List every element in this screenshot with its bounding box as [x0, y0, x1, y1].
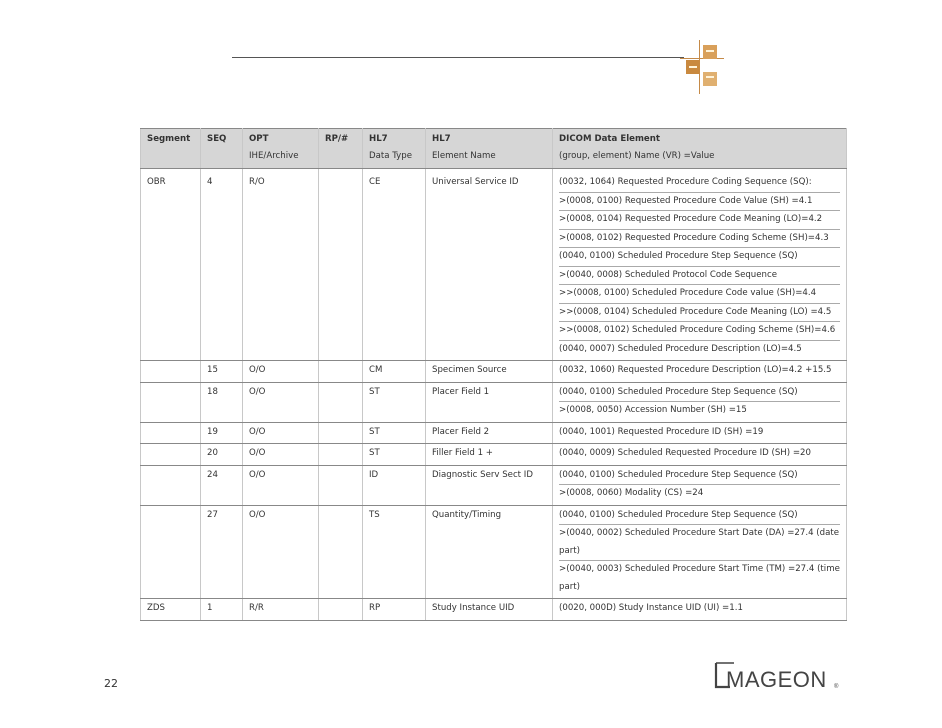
cell-rp [319, 361, 363, 383]
table-row [141, 382, 847, 422]
dicom-element-line: >(0008, 0100) Requested Procedure Code Value (SH) =4.1 [559, 193, 840, 212]
emageon-logo [712, 657, 842, 693]
cell-rp [319, 422, 363, 444]
cell-dicom [553, 599, 847, 621]
column-header-sub: (group, element) Name (VR) =Value [559, 151, 715, 161]
cell-type: TS [363, 505, 426, 599]
cell-type: CM [363, 361, 426, 383]
cell-type: ST [363, 382, 426, 422]
column-header [243, 129, 319, 169]
cell-rp [319, 505, 363, 599]
table-row [141, 505, 847, 599]
decor-line [680, 58, 724, 59]
decor-tile [703, 45, 717, 59]
cell-opt: O/O [243, 361, 319, 383]
table-row [141, 422, 847, 444]
cell-opt: R/O [243, 173, 319, 361]
dicom-element-line: (0032, 1064) Requested Procedure Coding Sequence (SQ): [559, 174, 840, 193]
cell-rp [319, 173, 363, 361]
cell-seq: 20 [201, 444, 243, 466]
dicom-element-line: >(0040, 0003) Scheduled Procedure Start Time (TM) =27.4 (time part) [559, 564, 840, 592]
cell-type: CE [363, 173, 426, 361]
table-row [141, 361, 847, 383]
table-row [141, 444, 847, 466]
dicom-element-line: (0040, 0007) Scheduled Procedure Description (LO)=4.5 [559, 343, 802, 354]
dicom-element-line: (0040, 0100) Scheduled Procedure Step Sequence (SQ) [559, 384, 840, 403]
cell-segment [141, 505, 201, 599]
cell-seq: 4 [201, 173, 243, 361]
cell-name: Placer Field 1 [426, 382, 553, 422]
cell-rp [319, 444, 363, 466]
cell-rp [319, 382, 363, 422]
cell-dicom [553, 465, 847, 505]
cell-seq: 27 [201, 505, 243, 599]
column-header [319, 129, 363, 169]
cell-rp [319, 599, 363, 621]
cell-name: Filler Field 1 + [426, 444, 553, 466]
cell-seq: 18 [201, 382, 243, 422]
cell-segment: OBR [141, 173, 201, 361]
cell-dicom [553, 505, 847, 599]
column-header [201, 129, 243, 169]
column-header-label: HL7 [369, 134, 388, 144]
column-header-sub: Data Type [369, 151, 412, 161]
cell-opt: R/R [243, 599, 319, 621]
column-header-label: RP/# [325, 134, 349, 144]
dicom-element-line: >(0008, 0104) Requested Procedure Code Meaning (LO)=4.2 [559, 211, 840, 230]
cell-name: Diagnostic Serv Sect ID [426, 465, 553, 505]
column-header-sub: Element Name [432, 151, 496, 161]
cell-segment: ZDS [141, 599, 201, 621]
cell-type: RP [363, 599, 426, 621]
cell-type: ST [363, 444, 426, 466]
cell-name: Universal Service ID [426, 173, 553, 361]
column-header-sub [207, 148, 236, 165]
cell-type: ST [363, 422, 426, 444]
dicom-element-line: >(0040, 0008) Scheduled Protocol Code Sequence [559, 267, 840, 286]
table-row [141, 599, 847, 621]
cell-opt: O/O [243, 382, 319, 422]
column-header-label: Segment [147, 134, 191, 144]
cell-segment [141, 361, 201, 383]
column-header-label: HL7 [432, 134, 451, 144]
column-header [553, 129, 847, 169]
cell-opt: O/O [243, 505, 319, 599]
cell-name: Study Instance UID [426, 599, 553, 621]
cell-name: Placer Field 2 [426, 422, 553, 444]
table-body [141, 169, 847, 621]
cell-name: Specimen Source [426, 361, 553, 383]
cell-opt: O/O [243, 465, 319, 505]
cell-dicom [553, 361, 847, 383]
dicom-element-line: (0040, 0009) Scheduled Requested Procedure ID (SH) =20 [559, 448, 811, 458]
column-header-label: OPT [249, 134, 269, 144]
dicom-element-line: >(0040, 0002) Scheduled Procedure Start Date (DA) =27.4 (date part) [559, 525, 840, 561]
column-header-sub [325, 148, 356, 165]
column-header [363, 129, 426, 169]
column-header [141, 129, 201, 169]
column-header-sub [147, 148, 194, 165]
table-row [141, 173, 847, 361]
cell-type: ID [363, 465, 426, 505]
column-header [426, 129, 553, 169]
table-header-row [141, 129, 847, 169]
svg-text:®: ® [834, 684, 839, 690]
svg-text:MAGEON: MAGEON [726, 667, 827, 692]
dicom-element-line: >>(0008, 0104) Scheduled Procedure Code Meaning (LO) =4.5 [559, 304, 840, 323]
decor-tile [703, 72, 717, 86]
cell-opt: O/O [243, 422, 319, 444]
dicom-element-line: >(0008, 0050) Accession Number (SH) =15 [559, 405, 747, 415]
cell-segment [141, 444, 201, 466]
cell-name: Quantity/Timing [426, 505, 553, 599]
dicom-element-line: (0020, 000D) Study Instance UID (UI) =1.1 [559, 603, 743, 613]
cell-seq: 15 [201, 361, 243, 383]
cell-seq: 24 [201, 465, 243, 505]
cell-segment [141, 465, 201, 505]
dicom-element-line: >>(0008, 0100) Scheduled Procedure Code value (SH)=4.4 [559, 285, 840, 304]
cell-seq: 19 [201, 422, 243, 444]
cell-seq: 1 [201, 599, 243, 621]
dicom-element-line: (0032, 1060) Requested Procedure Description (LO)=4.2 +15.5 [559, 365, 832, 375]
page-number: 22 [104, 677, 118, 690]
cell-opt: O/O [243, 444, 319, 466]
cell-rp [319, 465, 363, 505]
cell-segment [141, 382, 201, 422]
column-header-label: DICOM Data Element [559, 134, 660, 144]
dicom-element-line: >(0008, 0060) Modality (CS) =24 [559, 488, 704, 498]
table-row [141, 465, 847, 505]
cell-dicom [553, 422, 847, 444]
dicom-element-line: (0040, 0100) Scheduled Procedure Step Sequence (SQ) [559, 248, 840, 267]
hl7-dicom-mapping-table [140, 128, 847, 621]
cell-segment [141, 422, 201, 444]
dicom-element-line: >(0008, 0102) Requested Procedure Coding Scheme (SH)=4.3 [559, 230, 840, 249]
cell-dicom [553, 382, 847, 422]
dicom-element-line: (0040, 0100) Scheduled Procedure Step Sequence (SQ) [559, 507, 840, 526]
cell-dicom [553, 444, 847, 466]
column-header-sub: IHE/Archive [249, 151, 299, 161]
header-rule [232, 57, 684, 58]
dicom-element-line: (0040, 0100) Scheduled Procedure Step Sequence (SQ) [559, 467, 840, 486]
decor-tile [686, 60, 700, 74]
column-header-label: SEQ [207, 134, 227, 144]
dicom-element-line: >>(0008, 0102) Scheduled Procedure Coding Scheme (SH)=4.6 [559, 322, 840, 341]
cell-dicom [553, 173, 847, 361]
dicom-element-line: (0040, 1001) Requested Procedure ID (SH) =19 [559, 426, 764, 437]
